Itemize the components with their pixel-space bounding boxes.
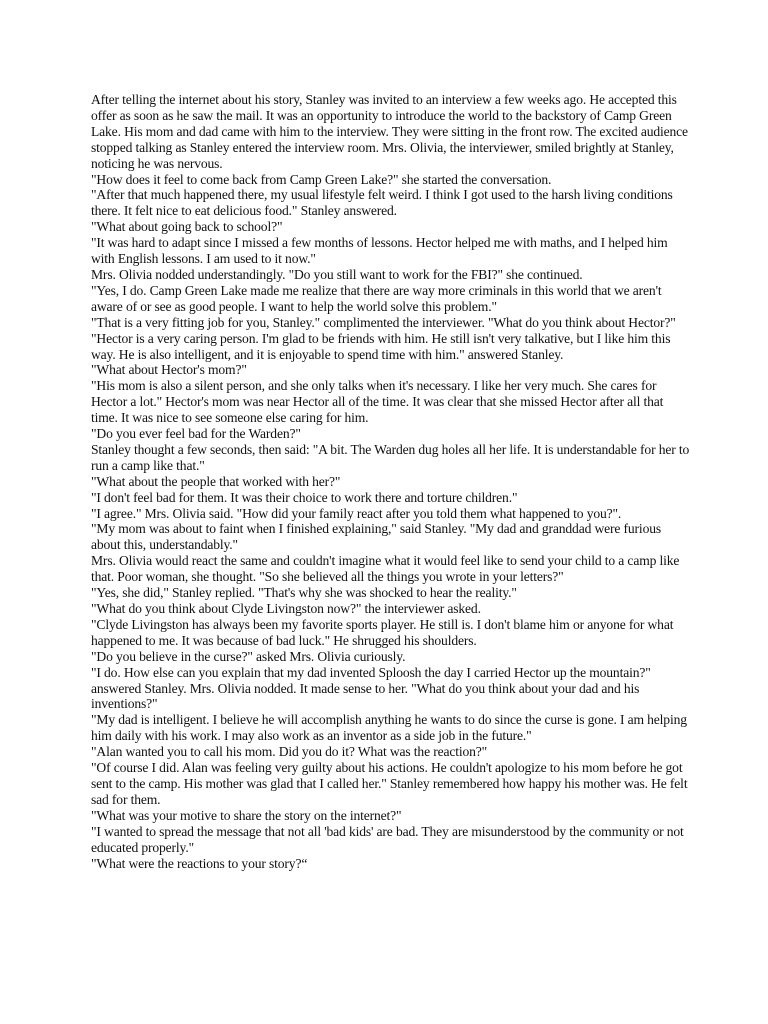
paragraph: "My dad is intelligent. I believe he will accomplish anything he wants to do since the curse is gone. I am helping him daily with his work. I may also work as an inventor as a side job in the future." <box>91 712 687 744</box>
paragraph: "What about going back to school?" <box>91 219 283 235</box>
document-page <box>91 92 691 871</box>
paragraph: "Do you believe in the curse?" asked Mrs. Olivia curiously. <box>91 648 406 664</box>
paragraph: "How does it feel to come back from Camp Green Lake?" she started the conversation. <box>91 171 552 187</box>
paragraph: "Hector is a very caring person. I'm glad to be friends with him. He still isn't very talkative, but I like him this way. He is also intelligent, and it is enjoyable to spend time with him." answered Stanley. <box>91 330 671 362</box>
paragraph: Mrs. Olivia would react the same and couldn't imagine what it would feel like to send your child to a camp like that. Poor woman, she thought. "So she believed all the things you wrote in your letters?" <box>91 553 680 585</box>
paragraph: "My mom was about to faint when I finished explaining," said Stanley. "My dad and granddad were furious about this, understandably." <box>91 521 661 553</box>
paragraph: "What was your motive to share the story on the internet?" <box>91 807 402 823</box>
paragraph: "What were the reactions to your story?“ <box>91 855 308 871</box>
paragraph: "I do. How else can you explain that my dad invented Sploosh the day I carried Hector up the mountain?" answered Stanley. Mrs. Olivia nodded. It made sense to her. "What do you think about your dad and his inventions?" <box>91 664 651 712</box>
paragraph: "That is a very fitting job for you, Stanley." complimented the interviewer. "What do you think about Hector?" <box>91 314 676 330</box>
paragraph: "What about Hector's mom?" <box>91 362 247 378</box>
paragraph: After telling the internet about his story, Stanley was invited to an interview a few weeks ago. He accepted this offer as soon as he saw the mail. It was an opportunity to introduce the world to the backstory of Camp Green Lake. His mom and dad came with him to the interview. They were sitting in the front row. The excited audience stopped talking as Stanley entered the interview room. Mrs. Olivia, the interviewer, smiled brightly at Stanley, noticing he was nervous. <box>91 92 688 171</box>
paragraph: "I don't feel bad for them. It was their choice to work there and torture children." <box>91 489 518 505</box>
paragraph: "Of course I did. Alan was feeling very guilty about his actions. He couldn't apologize to his mom before he got sent to the camp. His mother was glad that I called her." Stanley remembered how happy his mother was. He felt sad for them. <box>91 760 688 807</box>
paragraph: "Do you ever feel bad for the Warden?" <box>91 426 301 442</box>
paragraph: "Clyde Livingston has always been my favorite sports player. He still is. I don't blame him or anyone for what happened to me. It was because of bad luck." He shrugged his shoulders. <box>91 616 674 648</box>
paragraph: "I wanted to spread the message that not all 'bad kids' are bad. They are misunderstood by the community or not educated properly." <box>91 823 684 855</box>
paragraph: "Alan wanted you to call his mom. Did you do it? What was the reaction?" <box>91 744 488 760</box>
paragraph: "What do you think about Clyde Livingston now?" the interviewer asked. <box>91 601 481 616</box>
paragraph: "Yes, I do. Camp Green Lake made me realize that there are way more criminals in this world that we aren't aware of or see as good people. I want to help the world solve this problem." <box>91 282 662 314</box>
paragraph: "Yes, she did," Stanley replied. "That's why she was shocked to hear the reality." <box>91 585 517 601</box>
paragraph: Stanley thought a few seconds, then said: "A bit. The Warden dug holes all her life. It is understandable for her to run a camp like that." <box>91 441 690 473</box>
paragraph: "After that much happened there, my usual lifestyle felt weird. I think I got used to the harsh living conditions there. It felt nice to eat delicious food." Stanley answered. <box>91 187 673 219</box>
paragraph: "I agree." Mrs. Olivia said. "How did your family react after you told them what happened to you?". <box>91 505 622 521</box>
paragraph: "What about the people that worked with her?" <box>91 473 341 489</box>
paragraph: Mrs. Olivia nodded understandingly. "Do you still want to work for the FBI?" she continued. <box>91 266 583 282</box>
paragraph: "It was hard to adapt since I missed a few months of lessons. Hector helped me with maths, and I helped him with English lessons. I am used to it now." <box>91 235 668 267</box>
paragraph: "His mom is also a silent person, and she only talks when it's necessary. I like her very much. She cares for Hector a lot." Hector's mom was near Hector all of the time. It was clear that she missed Hector after all that time. It was nice to see someone else caring for him. <box>91 378 664 426</box>
